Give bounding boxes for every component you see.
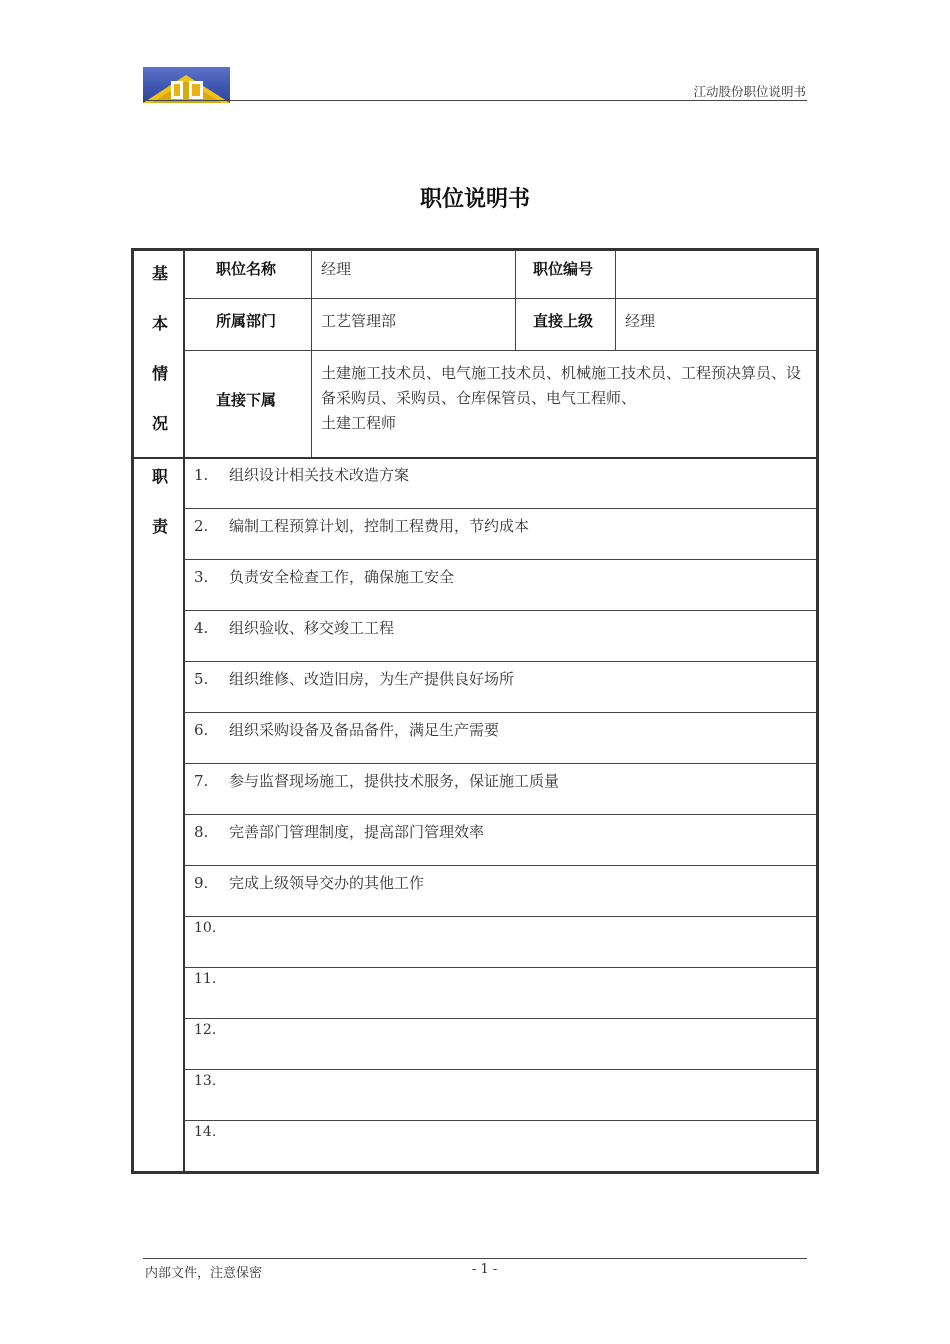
duty-item (194, 719, 499, 740)
grid-line (184, 712, 816, 713)
duty-text: 编制工程预算计划，控制工程费用，节约成本 (229, 517, 530, 535)
subordinates-value: 土建施工技术员、电气施工技术员、机械施工技术员、工程预决算员、设备采购员、采购员、仓库保管员、电气工程师、 土建工程师 (321, 364, 802, 432)
duty-number: 9. (194, 874, 209, 892)
grid-line (184, 1018, 816, 1019)
header-rule (143, 100, 807, 101)
grid-line (184, 298, 816, 299)
grid-line (184, 916, 816, 917)
superior-label: 直接上级 (533, 312, 594, 330)
section-rule (133, 457, 817, 459)
duty-number: 5. (194, 670, 209, 688)
basic-section-char: 基 (151, 264, 168, 283)
grid-line (184, 967, 816, 968)
section-divider (183, 250, 185, 1172)
duty-number: 11. (194, 971, 217, 987)
duty-text: 完善部门管理制度，提高部门管理效率 (229, 823, 485, 841)
duty-number: 14. (194, 1124, 217, 1140)
grid-line (184, 865, 816, 866)
basic-section-char: 情 (151, 364, 168, 383)
page-number: - 1 - (472, 1262, 498, 1277)
duty-item (194, 770, 559, 791)
duty-item (194, 1073, 229, 1089)
grid-line (184, 1069, 816, 1070)
department-label: 所属部门 (216, 312, 277, 330)
position-name-value: 经理 (321, 260, 352, 278)
grid-line (184, 814, 816, 815)
grid-line (184, 350, 816, 351)
header-document-name: 江动股份职位说明书 (693, 84, 806, 99)
duty-text: 组织设计相关技术改造方案 (229, 466, 410, 484)
duty-text: 负责安全检查工作，确保施工安全 (229, 568, 455, 586)
footer-confidential-note: 内部文件，注意保密 (145, 1266, 263, 1281)
footer-rule (143, 1258, 807, 1259)
duty-number: 6. (194, 721, 209, 739)
position-number-label: 职位编号 (533, 260, 594, 278)
duty-item (194, 821, 484, 842)
duty-item (194, 668, 514, 689)
duty-item (194, 566, 454, 587)
duty-text: 组织维修、改造旧房，为生产提供良好场所 (229, 670, 515, 688)
logo-emblem-icon (143, 67, 230, 103)
duty-item (194, 617, 394, 638)
duty-text: 参与监督现场施工，提供技术服务，保证施工质量 (229, 772, 560, 790)
duty-number: 7. (194, 772, 209, 790)
duty-number: 2. (194, 517, 209, 535)
grid-line (615, 250, 616, 350)
grid-line (184, 508, 816, 509)
subordinates-label: 直接下属 (216, 391, 277, 409)
position-name-label: 职位名称 (216, 260, 277, 278)
duty-item (194, 464, 409, 485)
duty-number: 13. (194, 1073, 217, 1089)
duty-item (194, 920, 229, 936)
duty-item (194, 1124, 229, 1140)
department-value: 工艺管理部 (321, 312, 397, 330)
duty-number: 1. (194, 466, 209, 484)
duty-item (194, 971, 229, 987)
duty-text: 组织采购设备及备品备件，满足生产需要 (229, 721, 500, 739)
duty-number: 3. (194, 568, 209, 586)
company-logo (143, 67, 230, 103)
grid-line (184, 1120, 816, 1121)
duty-number: 4. (194, 619, 209, 637)
duties-section-char: 责 (151, 517, 168, 536)
basic-section-char: 况 (151, 414, 168, 433)
grid-line (184, 610, 816, 611)
grid-line (184, 763, 816, 764)
grid-line (311, 250, 312, 457)
grid-line (184, 661, 816, 662)
duty-number: 10. (194, 920, 217, 936)
duty-number: 12. (194, 1022, 217, 1038)
duty-item (194, 872, 424, 893)
superior-value: 经理 (625, 312, 656, 330)
duty-text: 完成上级领导交办的其他工作 (229, 874, 425, 892)
page-title: 职位说明书 (419, 187, 530, 212)
grid-line (184, 559, 816, 560)
duties-section-char: 职 (151, 467, 168, 486)
duty-text: 组织验收、移交竣工工程 (229, 619, 395, 637)
basic-section-char: 本 (151, 314, 168, 333)
grid-line (515, 250, 516, 350)
duty-item (194, 515, 529, 536)
duty-item (194, 1022, 229, 1038)
duty-number: 8. (194, 823, 209, 841)
